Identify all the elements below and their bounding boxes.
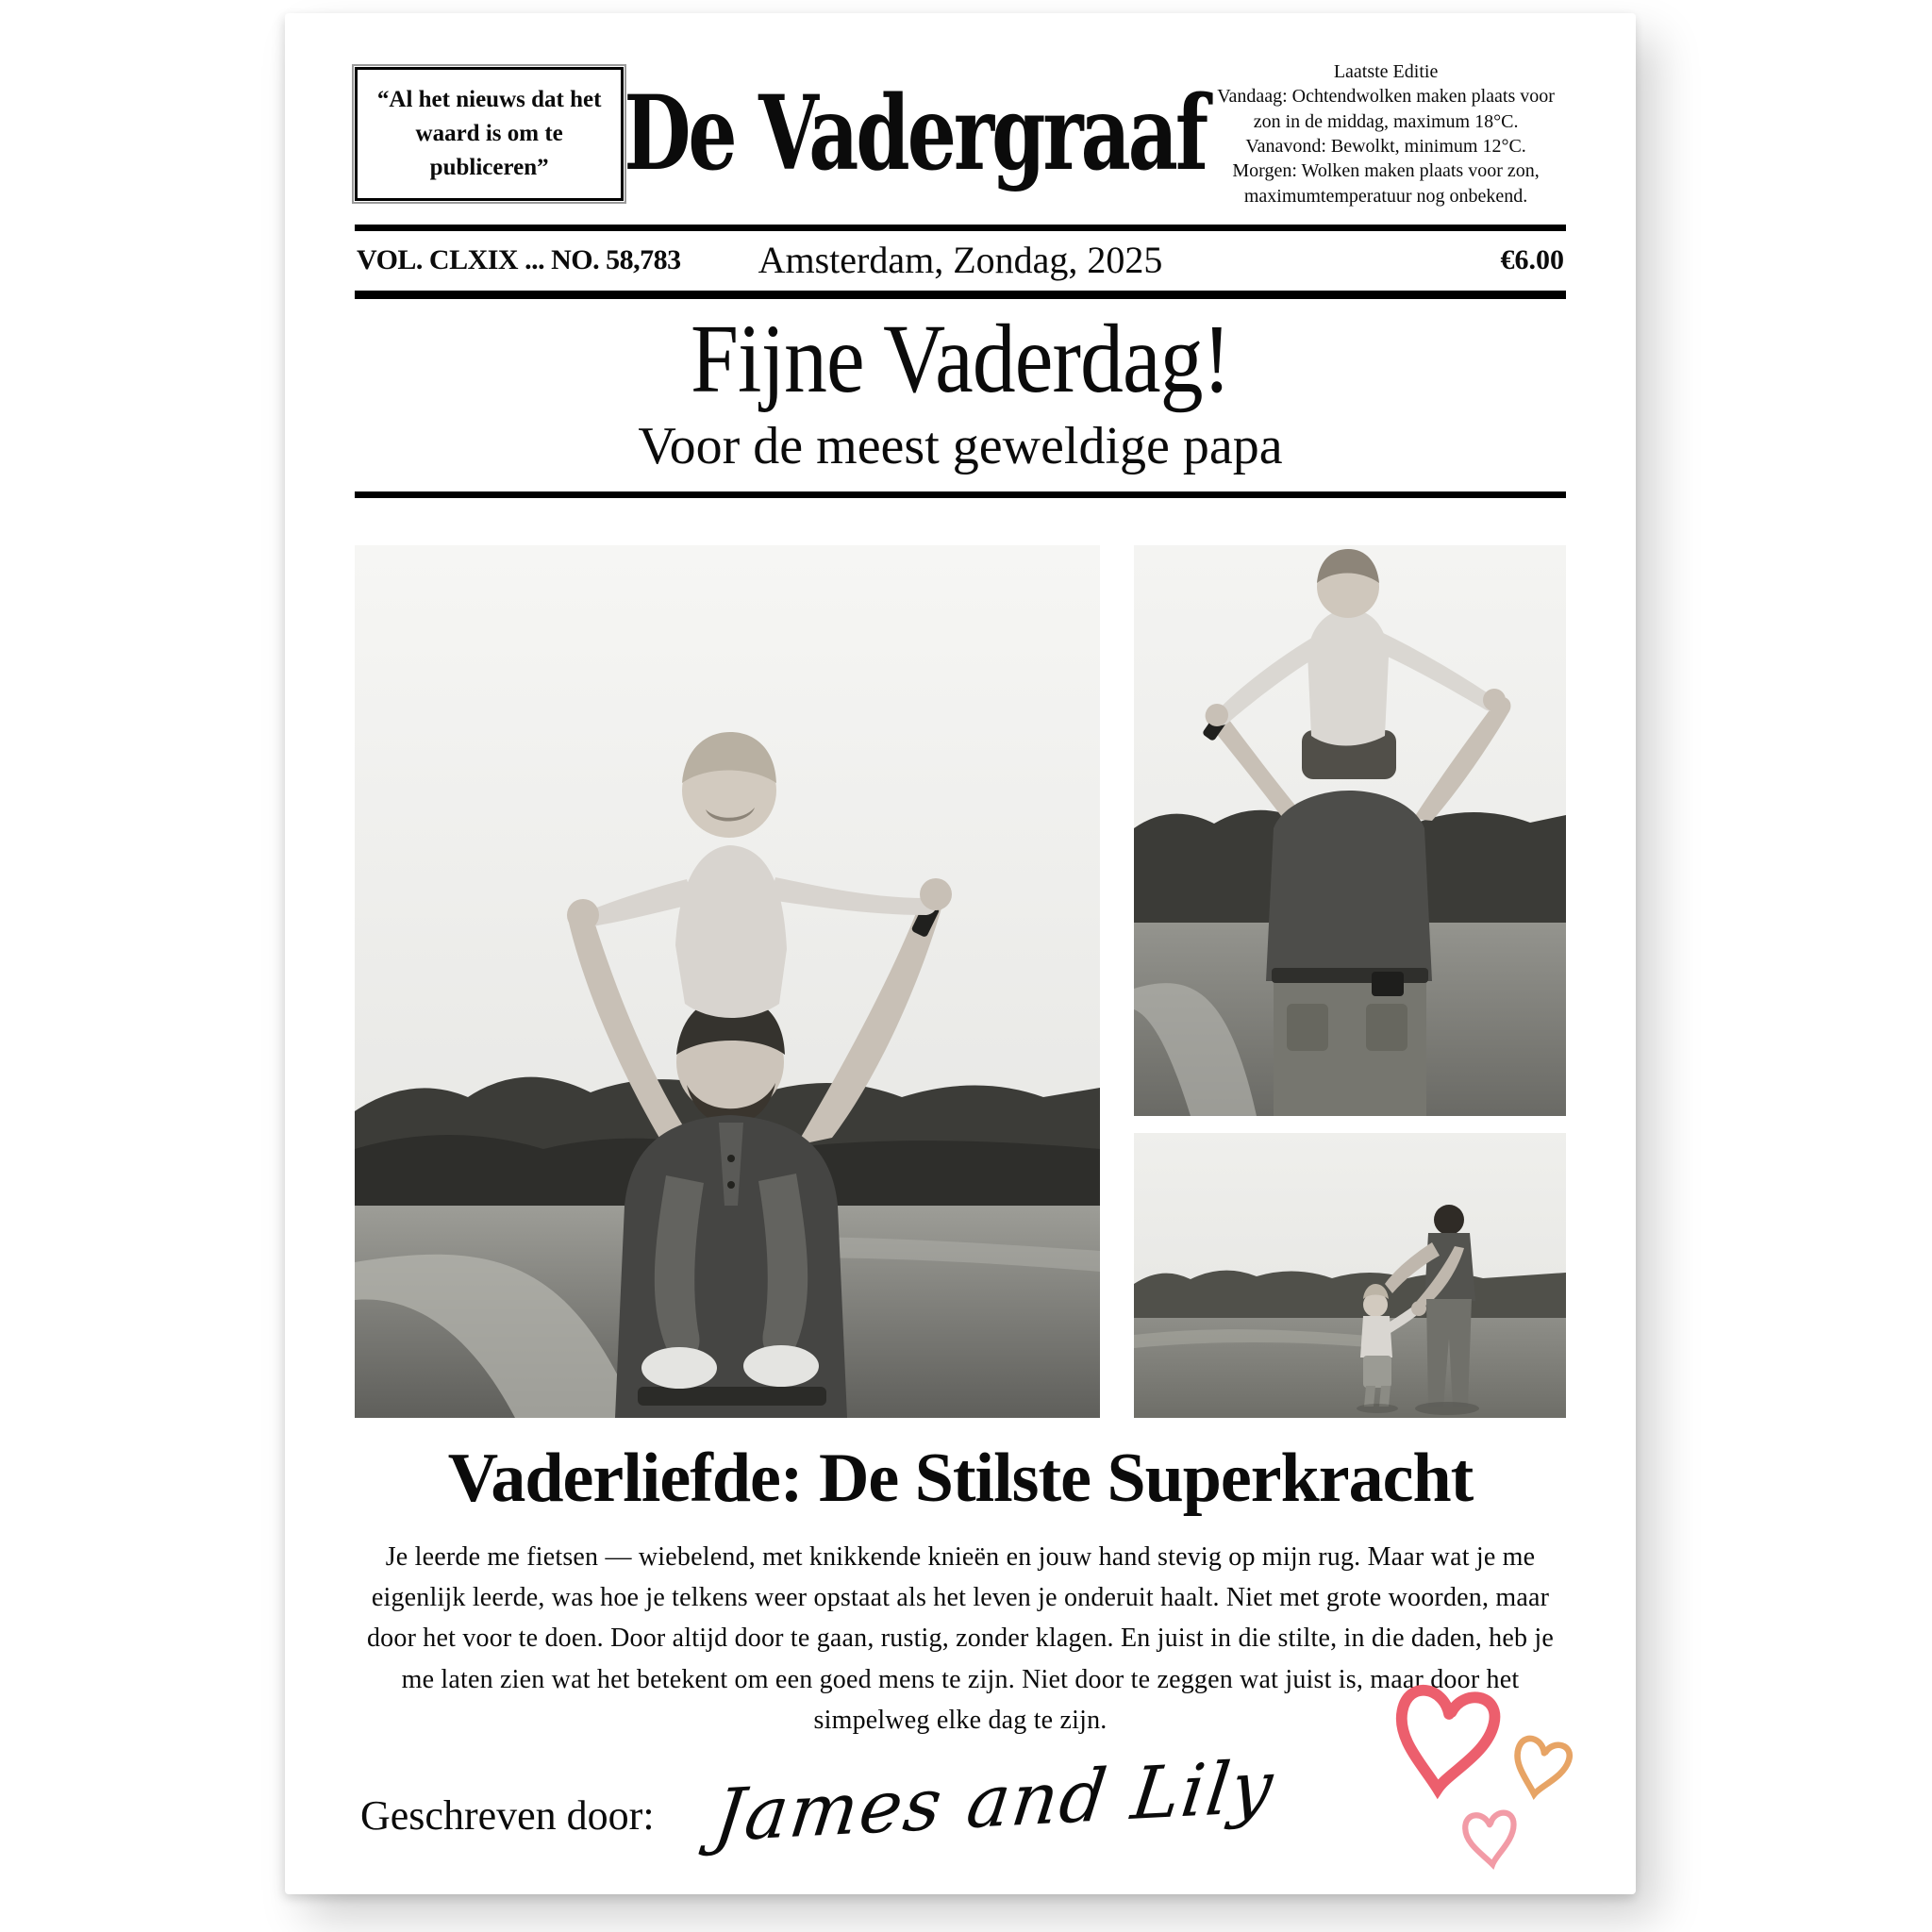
hearts-doodle	[1362, 1666, 1589, 1875]
weather-today: Vandaag: Ochtendwolken maken plaats voor zon in de middag, maximum 18°C.	[1217, 86, 1555, 132]
weather-tonight: Vanavond: Bewolkt, minimum 12°C.	[1245, 136, 1526, 157]
photo-back-view-shoulders	[1134, 545, 1566, 1116]
price: €6.00	[1500, 243, 1564, 275]
newspaper-title: De Vadergraaf	[624, 74, 1207, 194]
divider-rule-hero	[355, 491, 1566, 498]
photo-walking-hand-in-hand	[1134, 1133, 1566, 1418]
heart-orange-icon	[1509, 1737, 1572, 1800]
weather-tomorrow: Morgen: Wolken maken plaats voor zon, maximumtemperatuur nog onbekend.	[1232, 160, 1540, 207]
photo-right-column	[1134, 545, 1566, 1418]
weather-box	[1206, 59, 1566, 208]
photo-father-son-shoulders	[355, 545, 1100, 1418]
sub-headline: Voor de meest geweldige papa	[638, 417, 1283, 476]
article-headline: Vaderliefde: De Stilste Superkracht	[447, 1440, 1474, 1518]
masthead-row	[355, 55, 1566, 213]
main-headline	[355, 307, 1566, 412]
dateline-row	[355, 231, 1566, 291]
slogan-box	[355, 67, 624, 201]
dateline-location: Amsterdam, Zondag, 2025	[758, 239, 1163, 281]
volume-number: VOL. CLXIX ... NO. 58,783	[357, 243, 681, 275]
photo-grid	[355, 545, 1566, 1418]
byline-label: Geschreven door:	[360, 1792, 655, 1840]
page-content	[355, 13, 1566, 1877]
slogan-text: “Al het nieuws dat het waard is om te publiceren”	[376, 86, 602, 181]
newspaper-page	[285, 13, 1636, 1894]
signature-text: James and Lily	[709, 1743, 1279, 1858]
main-headline-text: Fijne Vaderdag!	[690, 305, 1231, 413]
divider-rule-dateline	[355, 291, 1566, 299]
divider-rule-top	[355, 225, 1566, 231]
weather-edition: Laatste Editie	[1333, 60, 1439, 82]
article-body: Je leerde me fietsen — wiebelend, met knikkende knieën en jouw hand stevig op mijn rug. Maar wat je me eigenlijk leerde, was hoe je telkens weer opstaat als het leven je onderuit haalt. Niet met grote woorden, maar door het voor te doen. Door altijd door te gaan, rustig, zonder klagen. En juist in die stilte, in die daden, heb je me laten zien wat het betekent om een goed mens te zijn. Niet door te zeggen wat juist is, maar door het simpelweg elke dag te zijn.	[366, 1541, 1554, 1736]
heart-red-icon	[1393, 1688, 1497, 1794]
heart-pink-icon	[1464, 1811, 1518, 1867]
